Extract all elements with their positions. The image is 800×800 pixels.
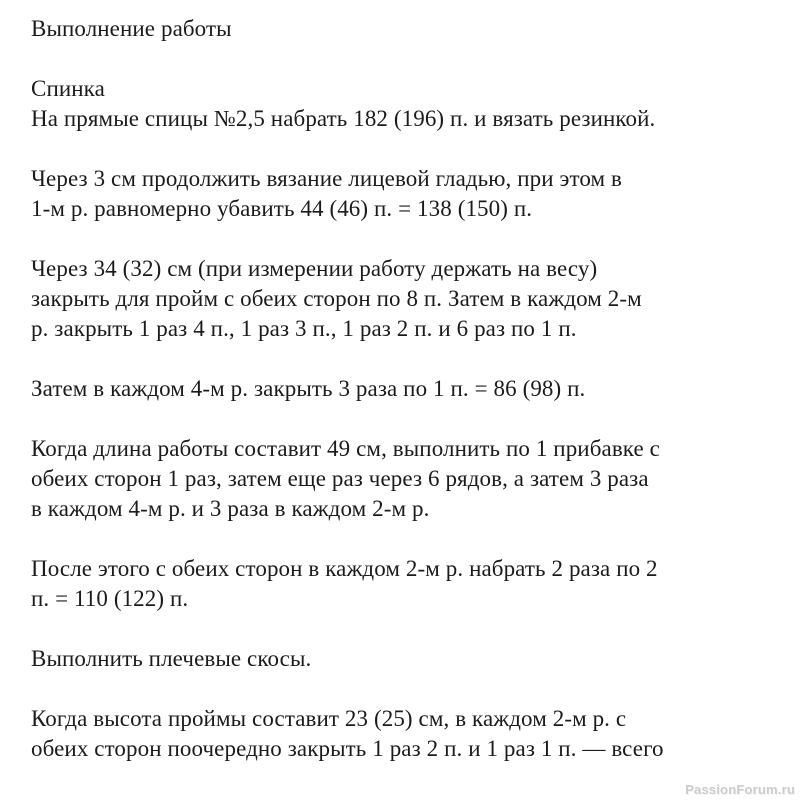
page-title-block <box>31 14 775 44</box>
paragraph <box>31 554 775 614</box>
text-line: Затем в каждом 4-м р. закрыть 3 раза по 1 п. = 86 (98) п. <box>31 376 586 401</box>
text-line: в каждом 4-м р. и 3 раза в каждом 2-м р. <box>31 496 430 521</box>
text-line: После этого с обеих сторон в каждом 2-м р. набрать 2 раза по 2 <box>31 556 658 581</box>
text-line: Когда высота проймы составит 23 (25) см, в каждом 2-м р. с <box>31 706 627 731</box>
section-heading: Спинка <box>31 76 105 101</box>
paragraph <box>31 374 775 404</box>
paragraph <box>31 74 775 134</box>
text-line: р. закрыть 1 раз 4 п., 1 раз 3 п., 1 раз 2 п. и 6 раз по 1 п. <box>31 316 577 341</box>
paragraph <box>31 164 775 224</box>
paragraph <box>31 644 775 674</box>
text-line: Через 3 см продолжить вязание лицевой гладью, при этом в <box>31 166 622 191</box>
text-line: обеих сторон поочередно закрыть 1 раз 2 п. и 1 раз 1 п. — всего <box>31 736 664 761</box>
text-line: закрыть для пройм с обеих сторон по 8 п. Затем в каждом 2-м <box>31 286 642 311</box>
text-line: 1-м р. равномерно убавить 44 (46) п. = 138 (150) п. <box>31 196 533 221</box>
paragraph <box>31 434 775 524</box>
page-title: Выполнение работы <box>31 16 232 41</box>
paragraph <box>31 704 775 764</box>
text-line: На прямые спицы №2,5 набрать 182 (196) п. и вязать резинкой. <box>31 106 656 131</box>
text-line: п. = 110 (122) п. <box>31 586 189 611</box>
text-line: обеих сторон 1 раз, затем еще раз через 6 рядов, а затем 3 раза <box>31 466 649 491</box>
watermark: PassionForum.ru <box>685 782 795 797</box>
text-line: Когда длина работы составит 49 см, выполнить по 1 прибавке с <box>31 436 660 461</box>
text-line: Выполнить плечевые скосы. <box>31 646 312 671</box>
paragraph <box>31 254 775 344</box>
text-line: Через 34 (32) см (при измерении работу держать на весу) <box>31 256 598 281</box>
